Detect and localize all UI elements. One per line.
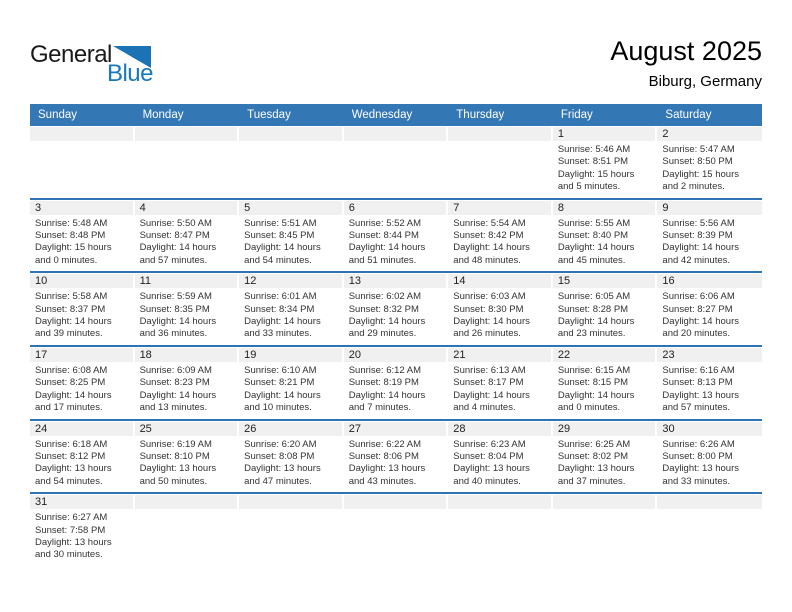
day-details	[448, 509, 553, 516]
day-detail-line: Daylight: 14 hours	[244, 242, 321, 254]
day-number: 27	[344, 422, 447, 436]
calendar-day-cell	[344, 273, 449, 345]
day-detail-line: Sunrise: 5:54 AM	[453, 217, 526, 229]
day-detail-line: Daylight: 14 hours	[453, 316, 530, 328]
day-detail-line: Sunset: 8:44 PM	[348, 230, 419, 242]
calendar-day-cell	[239, 347, 344, 419]
calendar-day-cell	[30, 273, 135, 345]
calendar-day-cell	[553, 421, 658, 493]
calendar-day-cell	[553, 347, 658, 419]
calendar-day-cell	[657, 421, 762, 493]
week-row	[30, 494, 762, 566]
day-detail-line: Sunrise: 5:56 AM	[662, 217, 735, 229]
day-details	[30, 362, 135, 419]
day-detail-line: and 2 minutes.	[662, 181, 725, 193]
calendar-day-cell	[657, 200, 762, 272]
day-detail-line: Sunset: 8:50 PM	[662, 156, 733, 168]
calendar-day-cell	[657, 126, 762, 198]
day-detail-line: and 23 minutes.	[557, 328, 626, 340]
day-detail-line: Sunrise: 5:59 AM	[139, 291, 212, 303]
day-details	[657, 288, 762, 345]
day-detail-line: Sunset: 8:15 PM	[557, 377, 629, 389]
day-detail-line: and 17 minutes.	[35, 402, 103, 414]
day-detail-line: Sunrise: 6:26 AM	[662, 438, 735, 450]
day-number: 29	[553, 422, 656, 436]
day-detail-line: and 7 minutes.	[348, 402, 412, 414]
calendar-empty-cell	[239, 126, 344, 198]
day-detail-line: and 37 minutes.	[557, 475, 626, 487]
calendar-empty-cell	[344, 126, 449, 198]
day-detail-line: Sunrise: 6:22 AM	[348, 438, 422, 450]
day-detail-line: Daylight: 14 hours	[348, 316, 426, 328]
day-detail-line: Daylight: 13 hours	[662, 389, 739, 401]
day-detail-line: and 5 minutes.	[557, 181, 621, 193]
day-detail-line: Sunset: 8:48 PM	[35, 230, 106, 242]
day-detail-line: Sunset: 8:23 PM	[139, 377, 210, 389]
day-details	[239, 215, 344, 272]
calendar-day-cell	[657, 273, 762, 345]
day-details	[135, 436, 240, 493]
calendar-empty-cell	[553, 494, 658, 566]
day-number: 17	[30, 348, 133, 362]
day-detail-line: Daylight: 15 hours	[662, 168, 739, 180]
day-number: 13	[344, 274, 447, 288]
day-detail-line: Sunset: 8:25 PM	[35, 377, 106, 389]
day-detail-line: Sunrise: 5:51 AM	[244, 217, 317, 229]
calendar-day-cell	[553, 273, 658, 345]
logo-text-general: General	[30, 41, 112, 68]
day-details	[553, 436, 658, 493]
calendar-day-cell	[553, 200, 658, 272]
day-number: 26	[239, 422, 342, 436]
day-detail-line: Sunset: 8:47 PM	[139, 230, 210, 242]
day-detail-line: Sunset: 8:45 PM	[244, 230, 315, 242]
day-detail-line: and 50 minutes.	[139, 475, 208, 487]
day-details	[239, 288, 344, 345]
day-number	[657, 495, 762, 509]
day-detail-line: and 39 minutes.	[35, 328, 103, 340]
day-detail-line: Sunrise: 6:01 AM	[244, 291, 317, 303]
day-detail-line: and 43 minutes.	[348, 475, 417, 487]
day-number	[553, 495, 656, 509]
day-detail-line: Sunrise: 6:16 AM	[662, 364, 735, 376]
day-detail-line: and 54 minutes.	[35, 475, 103, 487]
day-detail-line: Sunrise: 5:58 AM	[35, 291, 108, 303]
day-detail-line: Daylight: 14 hours	[348, 242, 426, 254]
day-details	[657, 141, 762, 198]
day-details	[135, 215, 240, 272]
weekday-header: Thursday	[456, 109, 505, 121]
day-details	[344, 509, 449, 516]
day-number	[344, 495, 447, 509]
day-number: 30	[657, 422, 762, 436]
calendar-empty-cell	[30, 126, 135, 198]
day-details	[657, 362, 762, 419]
day-number: 23	[657, 348, 762, 362]
day-details	[344, 362, 449, 419]
weekday-header: Wednesday	[351, 109, 413, 121]
calendar-empty-cell	[135, 494, 240, 566]
day-details	[553, 362, 658, 419]
calendar-day-cell	[239, 421, 344, 493]
day-number: 28	[448, 422, 551, 436]
day-detail-line: Sunset: 8:08 PM	[244, 450, 315, 462]
week-row	[30, 200, 762, 274]
day-details	[239, 362, 344, 419]
day-number: 7	[448, 201, 551, 215]
day-detail-line: Daylight: 14 hours	[557, 316, 635, 328]
day-detail-line: Daylight: 13 hours	[557, 463, 635, 475]
calendar-day-cell	[30, 200, 135, 272]
calendar-day-cell	[135, 421, 240, 493]
day-detail-line: Sunset: 8:37 PM	[35, 303, 106, 315]
day-number	[135, 127, 238, 141]
calendar-day-cell	[30, 421, 135, 493]
calendar-day-cell	[448, 421, 553, 493]
calendar-empty-cell	[239, 494, 344, 566]
calendar-day-cell	[657, 347, 762, 419]
day-detail-line: Sunset: 8:13 PM	[662, 377, 733, 389]
day-details	[553, 288, 658, 345]
day-detail-line: Sunset: 8:40 PM	[557, 230, 629, 242]
day-detail-line: Sunrise: 5:48 AM	[35, 217, 108, 229]
day-detail-line: and 10 minutes.	[244, 402, 312, 414]
day-detail-line: Daylight: 15 hours	[557, 168, 635, 180]
logo-text-blue: Blue	[106, 60, 153, 87]
day-details	[553, 509, 658, 516]
day-number: 3	[30, 201, 133, 215]
day-detail-line: Daylight: 14 hours	[453, 389, 530, 401]
weekday-header: Tuesday	[247, 109, 291, 121]
day-details	[448, 215, 553, 272]
day-detail-line: Sunset: 8:06 PM	[348, 450, 419, 462]
day-detail-line: Sunrise: 6:09 AM	[139, 364, 212, 376]
day-detail-line: Daylight: 13 hours	[348, 463, 426, 475]
day-detail-line: Sunrise: 6:27 AM	[35, 512, 108, 524]
week-row	[30, 126, 762, 200]
day-detail-line: and 20 minutes.	[662, 328, 731, 340]
day-details	[448, 288, 553, 345]
day-number: 22	[553, 348, 656, 362]
day-detail-line: and 30 minutes.	[35, 549, 103, 561]
day-detail-line: Daylight: 14 hours	[453, 242, 530, 254]
day-details	[30, 436, 135, 493]
weekday-header-row	[30, 104, 762, 126]
day-number: 24	[30, 422, 133, 436]
calendar-day-cell	[553, 126, 658, 198]
day-detail-line: Daylight: 13 hours	[139, 463, 217, 475]
day-number	[448, 127, 551, 141]
calendar-empty-cell	[657, 494, 762, 566]
calendar-day-cell	[135, 273, 240, 345]
day-details	[553, 141, 658, 198]
calendar-empty-cell	[135, 126, 240, 198]
day-number: 15	[553, 274, 656, 288]
day-number: 1	[553, 127, 656, 141]
day-number	[135, 495, 238, 509]
day-number: 8	[553, 201, 656, 215]
week-row	[30, 273, 762, 347]
day-detail-line: Sunrise: 5:47 AM	[662, 144, 735, 155]
day-detail-line: Daylight: 14 hours	[244, 389, 321, 401]
day-detail-line: Sunrise: 5:50 AM	[139, 217, 212, 229]
day-detail-line: Sunset: 8:30 PM	[453, 303, 524, 315]
day-detail-line: Daylight: 14 hours	[35, 316, 112, 328]
calendar-day-cell	[30, 494, 135, 566]
day-details	[448, 141, 553, 148]
day-details	[30, 509, 135, 566]
day-number: 11	[135, 274, 238, 288]
day-details	[239, 141, 344, 148]
day-details	[344, 141, 449, 148]
day-detail-line: Daylight: 13 hours	[35, 463, 112, 475]
day-number: 31	[30, 495, 133, 509]
day-details	[135, 141, 240, 148]
day-detail-line: Sunrise: 5:52 AM	[348, 217, 422, 229]
day-detail-line: and 40 minutes.	[453, 475, 521, 487]
title-block	[610, 36, 762, 90]
day-detail-line: Daylight: 13 hours	[662, 463, 739, 475]
day-detail-line: Sunrise: 6:15 AM	[557, 364, 631, 376]
calendar-day-cell	[239, 273, 344, 345]
day-detail-line: Sunset: 8:32 PM	[348, 303, 419, 315]
day-details	[239, 436, 344, 493]
day-details	[657, 436, 762, 493]
week-row	[30, 421, 762, 495]
day-detail-line: Sunrise: 6:25 AM	[557, 438, 631, 450]
day-details	[448, 436, 553, 493]
week-row	[30, 347, 762, 421]
day-detail-line: Sunset: 8:35 PM	[139, 303, 210, 315]
day-detail-line: Sunrise: 6:23 AM	[453, 438, 526, 450]
day-number: 14	[448, 274, 551, 288]
weekday-header: Saturday	[665, 109, 712, 121]
day-number: 25	[135, 422, 238, 436]
general-blue-logo	[30, 42, 162, 85]
day-detail-line: and 51 minutes.	[348, 254, 417, 266]
day-detail-line: and 33 minutes.	[244, 328, 312, 340]
calendar-day-cell	[30, 347, 135, 419]
day-detail-line: Daylight: 14 hours	[244, 316, 321, 328]
day-details	[30, 141, 135, 148]
day-detail-line: and 29 minutes.	[348, 328, 417, 340]
page-title: August 2025	[610, 36, 762, 66]
day-detail-line: and 45 minutes.	[557, 254, 626, 266]
day-details	[657, 509, 762, 516]
weeks-container	[30, 126, 762, 566]
calendar-day-cell	[344, 347, 449, 419]
day-detail-line: Sunrise: 6:20 AM	[244, 438, 317, 450]
weekday-header: Monday	[142, 109, 184, 121]
day-detail-line: Sunset: 8:00 PM	[662, 450, 733, 462]
day-details	[344, 288, 449, 345]
day-number: 10	[30, 274, 133, 288]
weekday-header: Sunday	[38, 109, 78, 121]
day-number: 4	[135, 201, 238, 215]
day-number: 19	[239, 348, 342, 362]
day-detail-line: Sunrise: 6:02 AM	[348, 291, 422, 303]
day-detail-line: Sunset: 8:34 PM	[244, 303, 315, 315]
day-detail-line: Sunrise: 6:18 AM	[35, 438, 108, 450]
day-detail-line: Daylight: 14 hours	[662, 316, 739, 328]
day-detail-line: Sunset: 8:51 PM	[557, 156, 629, 168]
day-number: 18	[135, 348, 238, 362]
day-detail-line: Sunrise: 6:06 AM	[662, 291, 735, 303]
day-details	[135, 362, 240, 419]
day-detail-line: Sunrise: 5:55 AM	[557, 217, 631, 229]
calendar-empty-cell	[344, 494, 449, 566]
day-detail-line: Sunrise: 5:46 AM	[557, 144, 631, 155]
day-detail-line: Sunrise: 6:13 AM	[453, 364, 526, 376]
day-number	[30, 127, 133, 141]
calendar-day-cell	[448, 200, 553, 272]
day-detail-line: Sunrise: 6:05 AM	[557, 291, 631, 303]
day-detail-line: and 42 minutes.	[662, 254, 731, 266]
day-detail-line: Daylight: 14 hours	[35, 389, 112, 401]
day-detail-line: and 33 minutes.	[662, 475, 731, 487]
day-detail-line: and 36 minutes.	[139, 328, 208, 340]
day-detail-line: Sunset: 8:27 PM	[662, 303, 733, 315]
day-detail-line: Sunrise: 6:19 AM	[139, 438, 212, 450]
weekday-header: Friday	[560, 109, 593, 121]
day-detail-line: Daylight: 14 hours	[139, 389, 217, 401]
calendar-day-cell	[344, 421, 449, 493]
day-details	[30, 288, 135, 345]
day-detail-line: Sunset: 8:12 PM	[35, 450, 106, 462]
day-number: 20	[344, 348, 447, 362]
day-detail-line: Sunset: 7:58 PM	[35, 524, 106, 536]
day-details	[448, 362, 553, 419]
calendar-day-cell	[135, 347, 240, 419]
day-detail-line: Sunrise: 6:10 AM	[244, 364, 317, 376]
day-details	[553, 215, 658, 272]
day-detail-line: Sunset: 8:10 PM	[139, 450, 210, 462]
day-details	[135, 509, 240, 516]
day-number	[344, 127, 447, 141]
day-detail-line: Sunset: 8:04 PM	[453, 450, 524, 462]
calendar-day-cell	[448, 347, 553, 419]
day-detail-line: and 0 minutes.	[35, 254, 98, 266]
day-detail-line: and 26 minutes.	[453, 328, 521, 340]
day-detail-line: Daylight: 13 hours	[35, 536, 112, 548]
calendar-empty-cell	[448, 494, 553, 566]
day-number: 2	[657, 127, 762, 141]
day-detail-line: and 57 minutes.	[139, 254, 208, 266]
day-detail-line: Daylight: 14 hours	[348, 389, 426, 401]
day-number: 6	[344, 201, 447, 215]
day-detail-line: Sunset: 8:02 PM	[557, 450, 629, 462]
day-details	[30, 215, 135, 272]
day-detail-line: Daylight: 14 hours	[662, 242, 739, 254]
day-detail-line: Sunrise: 6:08 AM	[35, 364, 108, 376]
day-details	[657, 215, 762, 272]
calendar-day-cell	[344, 200, 449, 272]
calendar-day-cell	[448, 273, 553, 345]
day-number: 5	[239, 201, 342, 215]
day-detail-line: and 47 minutes.	[244, 475, 312, 487]
calendar-grid	[30, 104, 762, 566]
day-number	[239, 127, 342, 141]
day-details	[135, 288, 240, 345]
day-detail-line: and 4 minutes.	[453, 402, 516, 414]
day-number	[239, 495, 342, 509]
day-detail-line: and 0 minutes.	[557, 402, 621, 414]
day-detail-line: Sunrise: 6:12 AM	[348, 364, 422, 376]
day-detail-line: Daylight: 13 hours	[244, 463, 321, 475]
day-number	[448, 495, 551, 509]
day-detail-line: and 48 minutes.	[453, 254, 521, 266]
day-detail-line: Sunset: 8:19 PM	[348, 377, 419, 389]
day-number: 9	[657, 201, 762, 215]
day-number: 21	[448, 348, 551, 362]
calendar-day-cell	[239, 200, 344, 272]
day-details	[344, 215, 449, 272]
calendar-empty-cell	[448, 126, 553, 198]
day-detail-line: Daylight: 14 hours	[139, 242, 217, 254]
day-detail-line: Sunset: 8:42 PM	[453, 230, 524, 242]
day-detail-line: and 54 minutes.	[244, 254, 312, 266]
day-number: 16	[657, 274, 762, 288]
day-number: 12	[239, 274, 342, 288]
day-detail-line: Daylight: 14 hours	[557, 242, 635, 254]
day-details	[344, 436, 449, 493]
day-detail-line: and 13 minutes.	[139, 402, 208, 414]
day-detail-line: and 57 minutes.	[662, 402, 731, 414]
page-subtitle: Biburg, Germany	[648, 73, 762, 90]
day-detail-line: Sunset: 8:17 PM	[453, 377, 524, 389]
day-detail-line: Sunset: 8:21 PM	[244, 377, 315, 389]
day-detail-line: Sunrise: 6:03 AM	[453, 291, 526, 303]
day-detail-line: Sunset: 8:39 PM	[662, 230, 733, 242]
day-detail-line: Sunset: 8:28 PM	[557, 303, 629, 315]
day-detail-line: Daylight: 15 hours	[35, 242, 112, 254]
day-details	[239, 509, 344, 516]
calendar-day-cell	[135, 200, 240, 272]
day-detail-line: Daylight: 14 hours	[139, 316, 217, 328]
day-detail-line: Daylight: 13 hours	[453, 463, 530, 475]
day-detail-line: Daylight: 14 hours	[557, 389, 635, 401]
